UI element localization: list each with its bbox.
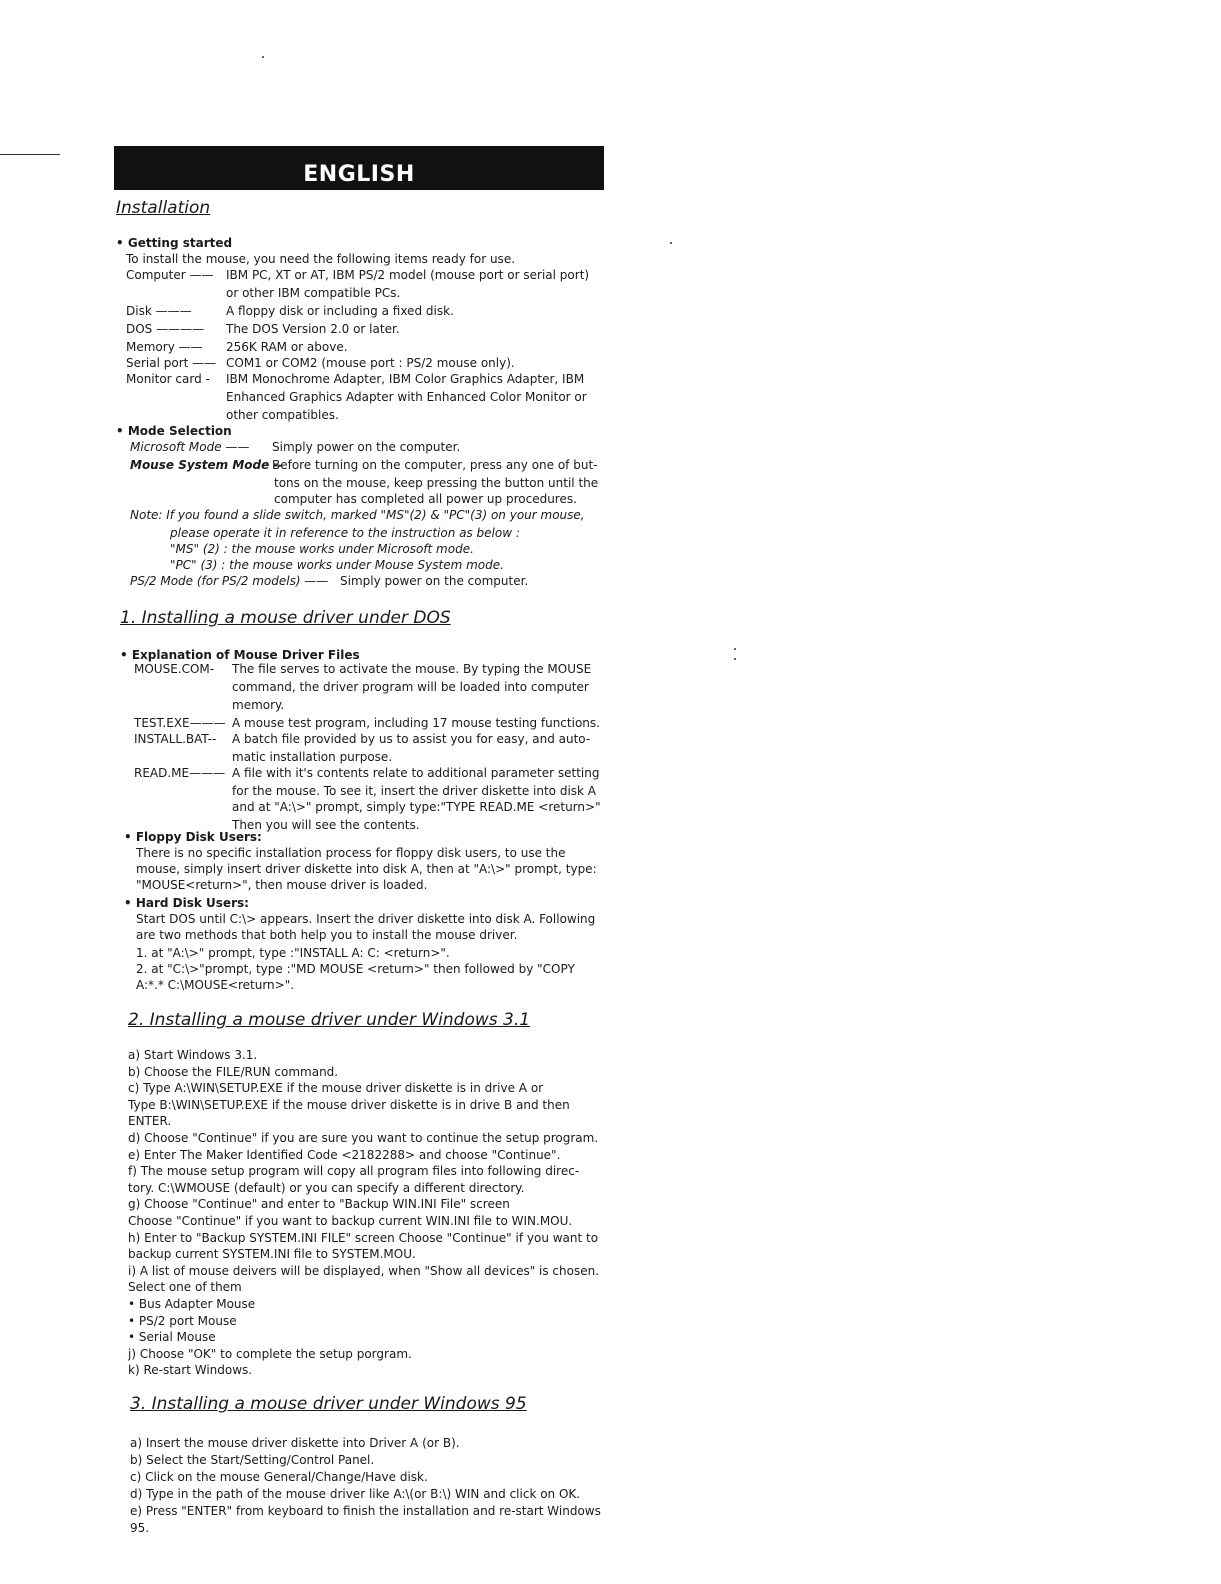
requirement-label: DOS ———— — [126, 322, 205, 336]
requirement-text: Enhanced Graphics Adapter with Enhanced Color Monitor or — [226, 390, 587, 404]
note-line: "MS" (2) : the mouse works under Microsoft mode. — [170, 542, 474, 556]
requirement-text: The DOS Version 2.0 or later. — [226, 322, 400, 336]
windows31-step: ENTER. — [128, 1114, 172, 1129]
driver-file-description: and at "A:\>" prompt, simply type:"TYPE READ.ME <return>" — [232, 800, 601, 814]
floppy-users-line: There is no specific installation process for floppy disk users, to use the — [136, 846, 566, 860]
margin-rule — [0, 154, 60, 155]
speck — [670, 242, 672, 244]
note-line: please operate it in reference to the instruction as below : — [170, 526, 520, 540]
driver-file-name: INSTALL.BAT-- — [134, 732, 217, 746]
driver-file-description: for the mouse. To see it, insert the driver diskette into disk A — [232, 784, 597, 798]
getting-started-title: • Getting started — [116, 236, 233, 250]
windows31-step: d) Choose "Continue" if you are sure you want to continue the setup program. — [128, 1131, 599, 1145]
windows31-step: tory. C:\WMOUSE (default) or you can specify a different directory. — [128, 1180, 525, 1195]
driver-file-description: The file serves to activate the mouse. By typing the MOUSE — [232, 662, 592, 676]
section-2-heading: 2. Installing a mouse driver under Windows 3.1 — [128, 1010, 531, 1030]
driver-file-name: MOUSE.COM- — [134, 662, 215, 676]
hard-disk-users-line: are two methods that both help you to install the mouse driver. — [136, 928, 518, 942]
driver-files-title: • Explanation of Mouse Driver Files — [120, 648, 360, 662]
hard-disk-users-line: 1. at "A:\>" prompt, type :"INSTALL A: C: <return>". — [136, 946, 450, 960]
windows31-step: backup current SYSTEM.INI file to SYSTEM.MOU. — [128, 1247, 416, 1262]
mouse-system-mode-label: Mouse System Mode -- — [130, 458, 284, 472]
requirement-label: Monitor card - — [126, 372, 210, 386]
section-3-heading: 3. Installing a mouse driver under Windows 95 — [130, 1394, 527, 1414]
windows31-step: e) Enter The Maker Identified Code <2182288> and choose "Continue". — [128, 1147, 561, 1162]
windows31-step: Choose "Continue" if you want to backup current WIN.INI file to WIN.MOU. — [128, 1214, 573, 1228]
microsoft-mode-text: Simply power on the computer. — [272, 440, 461, 454]
section-1-heading: 1. Installing a mouse driver under DOS — [120, 608, 451, 628]
microsoft-mode-label: Microsoft Mode —— — [130, 440, 250, 454]
requirement-text: A floppy disk or including a fixed disk. — [226, 304, 454, 318]
requirement-label: Serial port —— — [126, 356, 217, 370]
speck — [734, 658, 736, 660]
driver-file-description: command, the driver program will be loaded into computer — [232, 680, 589, 694]
driver-file-description: A file with it's contents relate to additional parameter setting — [232, 766, 600, 780]
requirement-label: Computer —— — [126, 268, 214, 282]
requirement-text: or other IBM compatible PCs. — [226, 286, 401, 300]
driver-file-description: Then you will see the contents. — [232, 818, 420, 832]
mouse-system-line: Before turning on the computer, press any one of but- — [272, 458, 598, 472]
speck — [734, 648, 736, 650]
hard-disk-users-line: Start DOS until C:\> appears. Insert the driver diskette into disk A. Following — [136, 912, 596, 926]
windows31-step: j) Choose "OK" to complete the setup porgram. — [128, 1346, 412, 1361]
driver-file-description: memory. — [232, 698, 285, 712]
getting-started-intro: To install the mouse, you need the following items ready for use. — [126, 252, 516, 266]
floppy-users-title: • Floppy Disk Users: — [124, 830, 262, 844]
mouse-system-line: computer has completed all power up procedures. — [274, 492, 577, 506]
windows31-step: a) Start Windows 3.1. — [128, 1048, 258, 1062]
windows31-step: • Bus Adapter Mouse — [128, 1297, 256, 1311]
windows31-step: i) A list of mouse deivers will be displayed, when "Show all devices" is chosen. — [128, 1263, 600, 1278]
mouse-system-line: tons on the mouse, keep pressing the button until the — [274, 476, 599, 490]
windows31-step: f) The mouse setup program will copy all program files into following direc- — [128, 1164, 580, 1179]
floppy-users-line: "MOUSE<return>", then mouse driver is loaded. — [136, 878, 428, 892]
windows95-step: a) Insert the mouse driver diskette into Driver A (or B). — [130, 1436, 460, 1450]
language-banner: ENGLISH — [114, 146, 604, 190]
windows31-step: • PS/2 port Mouse — [128, 1313, 237, 1328]
mode-selection-title: • Mode Selection — [116, 424, 232, 438]
windows95-step: e) Press "ENTER" from keyboard to finish the installation and re-start Windows — [130, 1504, 601, 1518]
requirement-text: other compatibles. — [226, 408, 339, 422]
hard-disk-users-line: 2. at "C:\>"prompt, type :"MD MOUSE <return>" then followed by "COPY — [136, 962, 575, 976]
speck — [262, 56, 264, 58]
windows31-step: Select one of them — [128, 1280, 242, 1295]
windows95-step: d) Type in the path of the mouse driver like A:\(or B:\) WIN and click on OK. — [130, 1487, 581, 1501]
driver-file-description: A batch file provided by us to assist you for easy, and auto- — [232, 732, 591, 746]
hard-disk-users-title: • Hard Disk Users: — [124, 896, 249, 910]
windows31-step: c) Type A:\WIN\SETUP.EXE if the mouse driver diskette is in drive A or — [128, 1081, 544, 1096]
windows95-step: c) Click on the mouse General/Change/Have disk. — [130, 1470, 428, 1484]
hard-disk-users-line: A:*.* C:\MOUSE<return>". — [136, 978, 295, 992]
windows31-step: k) Re-start Windows. — [128, 1363, 253, 1378]
requirement-label: Disk ——— — [126, 304, 192, 318]
driver-file-description: A mouse test program, including 17 mouse testing functions. — [232, 716, 600, 730]
floppy-users-line: mouse, simply insert driver diskette into disk A, then at "A:\>" prompt, type: — [136, 862, 597, 876]
windows31-step: • Serial Mouse — [128, 1330, 216, 1345]
windows95-step: 95. — [130, 1521, 150, 1535]
windows31-step: h) Enter to "Backup SYSTEM.INI FILE" screen Choose "Continue" if you want to — [128, 1230, 599, 1245]
windows95-step: b) Select the Start/Setting/Control Panel. — [130, 1453, 375, 1467]
requirement-text: IBM PC, XT or AT, IBM PS/2 model (mouse port or serial port) — [226, 268, 590, 282]
ps2-mode-text: Simply power on the computer. — [340, 574, 529, 588]
driver-file-name: READ.ME——— — [134, 766, 226, 780]
requirement-text: COM1 or COM2 (mouse port : PS/2 mouse only). — [226, 356, 515, 370]
driver-file-name: TEST.EXE——— — [134, 716, 226, 730]
windows31-step: Type B:\WIN\SETUP.EXE if the mouse driver diskette is in drive B and then — [128, 1097, 570, 1112]
requirement-text: IBM Monochrome Adapter, IBM Color Graphics Adapter, IBM — [226, 372, 585, 386]
requirement-label: Memory —— — [126, 340, 203, 354]
windows31-step: g) Choose "Continue" and enter to "Backup WIN.INI File" screen — [128, 1197, 510, 1212]
windows31-step: b) Choose the FILE/RUN command. — [128, 1064, 339, 1079]
requirement-text: 256K RAM or above. — [226, 340, 348, 354]
note-line: Note: If you found a slide switch, marked "MS"(2) & "PC"(3) on your mouse, — [130, 508, 585, 522]
driver-file-description: matic installation purpose. — [232, 750, 393, 764]
ps2-mode-label: PS/2 Mode (for PS/2 models) —— — [130, 574, 329, 588]
note-line: "PC" (3) : the mouse works under Mouse System mode. — [170, 558, 504, 572]
installation-heading: Installation — [116, 198, 211, 218]
